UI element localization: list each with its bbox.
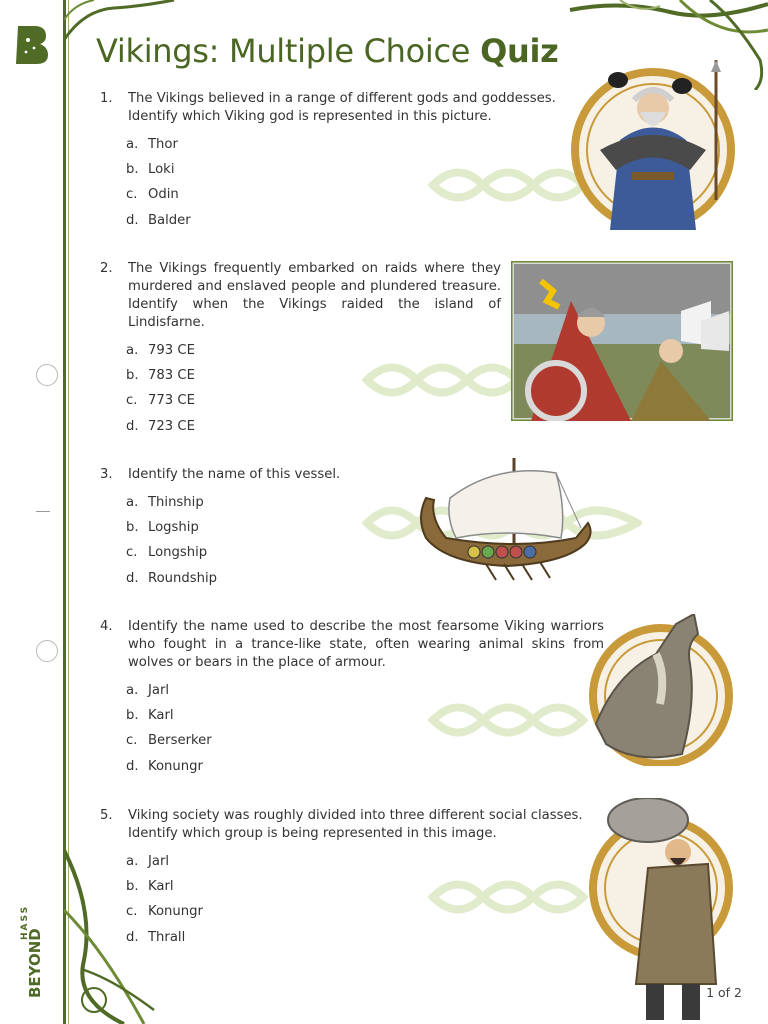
brand-wordmark <box>10 872 50 1002</box>
question-text: Identify the name of this vessel. <box>128 467 341 482</box>
options-list <box>126 338 501 439</box>
option-b[interactable]: b. Logship <box>126 519 199 535</box>
option-c[interactable]: c. 773 CE <box>126 393 195 409</box>
option-c[interactable]: c. Berserker <box>126 733 212 749</box>
option-c[interactable]: c. Konungr <box>126 904 203 920</box>
option-b[interactable]: b. 783 CE <box>126 367 195 383</box>
page-number: 1 of 2 <box>706 985 742 1000</box>
odin-illustration <box>570 60 736 230</box>
question-number: 2. <box>100 261 113 276</box>
question-text: Viking society was roughly divided into three different social classes. Identify which group is being represented in this image. <box>128 808 583 841</box>
page-title: Vikings: Multiple Choice Quiz <box>96 32 559 70</box>
option-b[interactable]: b. Karl <box>126 878 174 894</box>
question-number: 5. <box>100 808 113 823</box>
question-3 <box>100 466 400 591</box>
option-d[interactable]: d. Thrall <box>126 929 186 945</box>
option-a[interactable]: a. Thor <box>126 136 178 152</box>
question-1 <box>100 90 580 233</box>
option-a[interactable]: a. Jarl <box>126 682 170 698</box>
lindisfarne-raid-illustration <box>511 261 733 421</box>
question-4 <box>100 618 604 779</box>
options-list <box>126 678 604 779</box>
wolf-illustration <box>586 614 736 766</box>
options-list <box>126 849 600 950</box>
option-a[interactable]: a. 793 CE <box>126 342 195 358</box>
question-5 <box>100 807 600 950</box>
option-a[interactable]: a. Thinship <box>126 494 204 510</box>
option-d[interactable]: d. Konungr <box>126 758 203 774</box>
option-d[interactable]: d. Balder <box>126 212 191 228</box>
question-number: 3. <box>100 467 113 482</box>
option-a[interactable]: a. Jarl <box>126 853 170 869</box>
longship-illustration <box>416 458 596 582</box>
question-number: 1. <box>100 91 113 106</box>
brand-logo-icon <box>14 22 50 66</box>
options-list <box>126 132 580 233</box>
fold-mark <box>36 511 50 512</box>
question-2 <box>100 260 501 439</box>
question-number: 4. <box>100 619 113 634</box>
binder-hole <box>36 364 58 386</box>
option-c[interactable]: c. Odin <box>126 187 179 203</box>
question-text: Identify the name used to describe the most fearsome Viking warriors who fought in a trance-like state, often wearing animal skins from wolves or bears in the place of armour. <box>128 619 604 670</box>
option-b[interactable]: b. Karl <box>126 707 174 723</box>
brand-word-hass: HASS <box>20 904 30 940</box>
question-text: The Vikings frequently embarked on raids where they murdered and enslaved people and plundered treasure. Identify when the Vikings raided the island of Lindisfarne. <box>128 261 501 330</box>
question-text: The Vikings believed in a range of different gods and goddesses. Identify which Viking god is represented in this picture. <box>128 91 556 124</box>
brand-word-beyond: BEYOND <box>26 928 44 998</box>
options-list <box>126 490 400 591</box>
option-b[interactable]: b. Loki <box>126 161 175 177</box>
option-d[interactable]: d. 723 CE <box>126 418 195 434</box>
option-c[interactable]: c. Longship <box>126 545 208 561</box>
binder-hole <box>36 640 58 662</box>
option-d[interactable]: d. Roundship <box>126 570 217 586</box>
